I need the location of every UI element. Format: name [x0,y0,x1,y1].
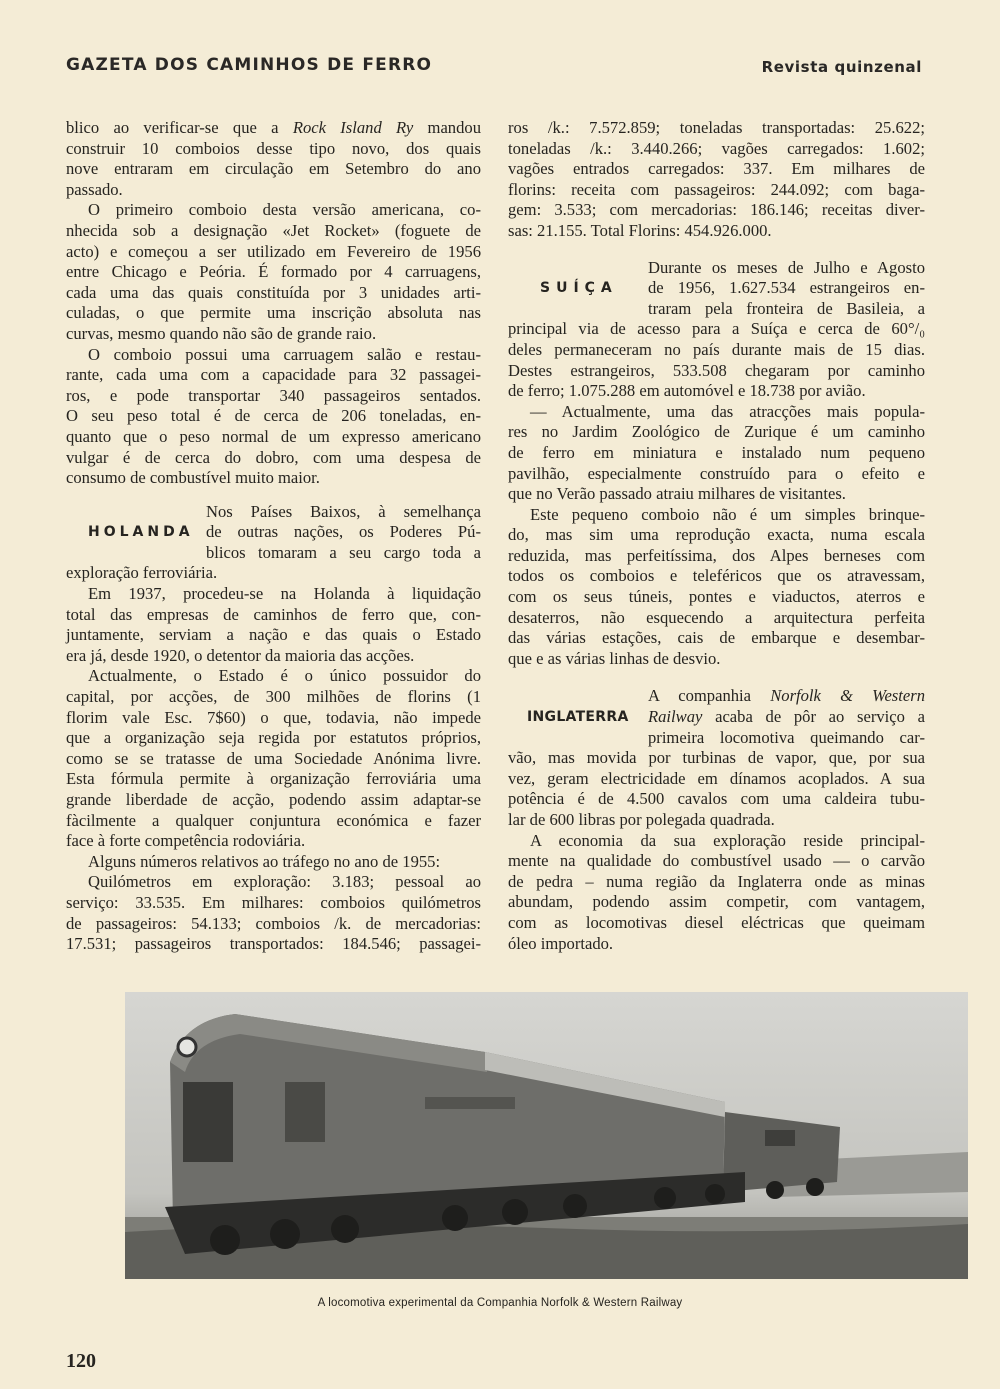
text-line: A companhia Norfolk & Western [648,686,925,706]
text-line: com os seus túneis, pontes e viaductos, aterros e [508,587,925,607]
text-line: cada uma das quais constituída por 3 unidades arti- [66,282,481,302]
paragraph [508,402,925,505]
journal-title: GAZETA DOS CAMINHOS DE FERRO [66,55,433,75]
text-line: exploração ferroviária. [66,563,218,583]
text-line: consumo de combustível muito maior. [66,468,320,488]
text-line: que e as várias linhas de desvio. [508,648,721,668]
text-line: culadas, o que permite uma inscrição absoluta nas [66,303,481,323]
text-line: vez, geram electricidade em dínamos acoplados. A sua [508,768,925,788]
paragraph [508,118,925,242]
text-line: deles permaneceram no país durante mais de 15 dias. [508,339,925,359]
text-line: desaterros, não esquecendo a arquitectura perfeita [508,607,925,627]
paragraph [66,345,481,489]
text-line: de passageiros: 54.133; comboios /k. de mercadorias: [66,913,481,933]
section-inglaterra [508,686,925,830]
text-line: todos os comboios e teleféricos que os atravessam, [508,566,925,586]
paragraph [66,118,481,200]
section-heading: HOLANDA [88,524,194,541]
text-line: traram pela fronteira de Basileia, a [648,298,925,318]
text-line: vulgar é de cerca do dobro, com uma despesa de [66,447,481,467]
text-line: rante, cada uma com a capacidade para 32 passagei- [66,365,481,385]
text-line: Destes estrangeiros, 533.508 chegaram por caminho [508,360,925,380]
text-line: abundam, podendo assim competir, com vantagem, [508,892,925,912]
text-line: — Actualmente, uma das atracções mais popula- [530,401,925,421]
text-line: nove entraram em circulação em Setembro do ano [66,159,481,179]
text-line: Railway acaba de pôr ao serviço a [648,707,925,727]
text-line: Esta fórmula permite à organização ferroviária uma [66,769,481,789]
text-line: A economia da sua exploração reside principal- [530,830,925,850]
text-line: O primeiro comboio desta versão americana, co- [88,200,481,220]
text-line: res no Jardim Zoológico de Zurique é um caminho [508,422,925,442]
right-column [508,118,925,954]
text-line: 17.531; passageiros transportados: 184.546; passagei- [66,934,481,954]
section-heading: SUÍÇA [540,280,618,297]
text-line: serviço: 33.535. Em milhares: comboios quilómetros [66,892,481,912]
text-line: florim vale Esc. 7$60) o que, todavia, não impede [66,707,481,727]
text-line: quanto que o peso normal de um expresso americano [66,426,481,446]
paragraph [66,200,481,344]
text-line: toneladas /k.: 3.440.266; vagões carregados: 1.602; [508,138,925,158]
section-heading: INGLATERRA [527,709,629,726]
text-line: era já, desde 1920, o detentor da maioria das acções. [66,645,415,665]
text-line: passado. [66,179,123,199]
text-line: Alguns números relativos ao tráfego no ano de 1955: [88,851,441,871]
text-line: O seu peso total é de cerca de 206 toneladas, en- [66,406,481,426]
text-line: Em 1937, procedeu-se na Holanda à liquidação [88,584,481,604]
text-line: gem: 3.533; com mercadorias: 186.146; receitas diver- [508,200,925,220]
text-line: capital, por acções, de 300 milhões de florins (1 [66,687,481,707]
text-line: ros /k.: 7.572.859; toneladas transportadas: 25.622; [508,118,925,137]
text-line: das várias estações, cais de embarque e desembar- [508,628,925,648]
text-line: Quilómetros em exploração: 3.183; pessoal ao [88,872,481,892]
paragraph [508,831,925,955]
text-line: Actualmente, o Estado é o único possuidor do [88,666,481,686]
text-line: mente na qualidade do combustível usado — o carvão [508,851,925,871]
text-line: grande liberdade de acção, podendo assim adaptar-se [66,790,481,809]
text-line: nhecida sob a designação «Jet Rocket» (foguete de [66,220,481,240]
text-line: de 1956, 1.627.534 estrangeiros en- [648,278,925,298]
text-line: Este pequeno comboio não é um simples brinque- [530,504,925,524]
text-line: óleo importado. [508,933,614,953]
text-line: Durante os meses de Julho e Agosto [648,257,925,277]
paragraph [66,852,481,873]
text-line: vagões entrados carregados: 337. Em milhares de [508,159,925,179]
text-line: primeira locomotiva queimando car- [648,727,925,747]
text-line: de ferro; 1.075.288 em automóvel e 18.738 por avião. [508,381,866,401]
text-line: juntamente, serviam a nação e das quais o Estado [66,625,481,645]
text-line: fàcilmente a qualquer conjuntura económica e fazer [66,810,481,830]
paragraph [66,872,481,954]
section-suíça [508,258,925,402]
text-line: potência é de 4.500 cavalos com uma caldeira tubu- [508,789,925,809]
text-line: construir 10 comboios desse tipo novo, dos quais [66,138,481,158]
page-number: 120 [66,1350,96,1372]
text-line: com as locomotivas diesel eléctricas que queimam [508,912,925,932]
text-line: ros, e pode transportar 340 passageiros sentados. [66,385,481,405]
text-line: reduzida, mas perfeitíssima, dos Alpes berneses com [508,545,925,565]
text-line: florins: receita com passageiros: 244.092; com baga- [508,179,925,199]
text-line: que no Verão passado atraiu milhares de visitantes. [508,484,846,504]
text-line: blico ao verificar-se que a Rock Island Ry mandou [66,118,481,137]
text-line: sas: 21.155. Total Florins: 454.926.000. [508,220,772,240]
section-holanda [66,502,481,584]
figure-caption: A locomotiva experimental da Companhia Norfolk & Western Railway [317,1297,683,1309]
text-line: face à forte competência rodoviária. [66,831,306,851]
text-line: lar de 600 libras por polegada quadrada. [508,810,775,829]
text-line: pavilhão, especialmente construído para o efeito e [508,463,925,483]
text-line: vão, mas movida por turbinas de vapor, que, por sua [508,748,925,768]
text-line: blicos tomaram a seu cargo toda a [206,542,481,562]
paragraph [66,666,481,851]
text-line: Nos Países Baixos, à semelhança [206,501,481,521]
text-line: de ferro em miniatura e instalado num pequeno [508,442,925,462]
text-line: curvas, mesmo quando não são de grande raio. [66,323,377,343]
text-line: de pedra – numa região da Inglaterra onde as minas [508,871,925,891]
paragraph [66,584,481,666]
text-line: total das empresas de caminhos de ferro que, con- [66,604,481,624]
text-line: como se se tratasse de uma Sociedade Anónima livre. [66,748,481,768]
paragraph [508,505,925,670]
text-line: que a organização seja regida por estatutos próprios, [66,728,481,748]
text-line: O comboio possui uma carruagem salão e restau- [88,344,481,364]
text-line: do, mas sim uma reprodução exacta, numa escala [508,525,925,545]
journal-subtitle: Revista quinzenal [761,58,922,76]
left-column [66,118,481,955]
locomotive-photo [125,992,968,1279]
text-line: principal via de acesso para a Suíça e cerca de 60°/₀ [508,319,925,339]
text-line: entre Chicago e Peória. É formado por 4 carruagens, [66,262,481,282]
text-line: de outras nações, os Poderes Pú- [206,522,481,542]
text-line: acto) e começou a ser utilizado em Fevereiro de 1956 [66,241,481,261]
